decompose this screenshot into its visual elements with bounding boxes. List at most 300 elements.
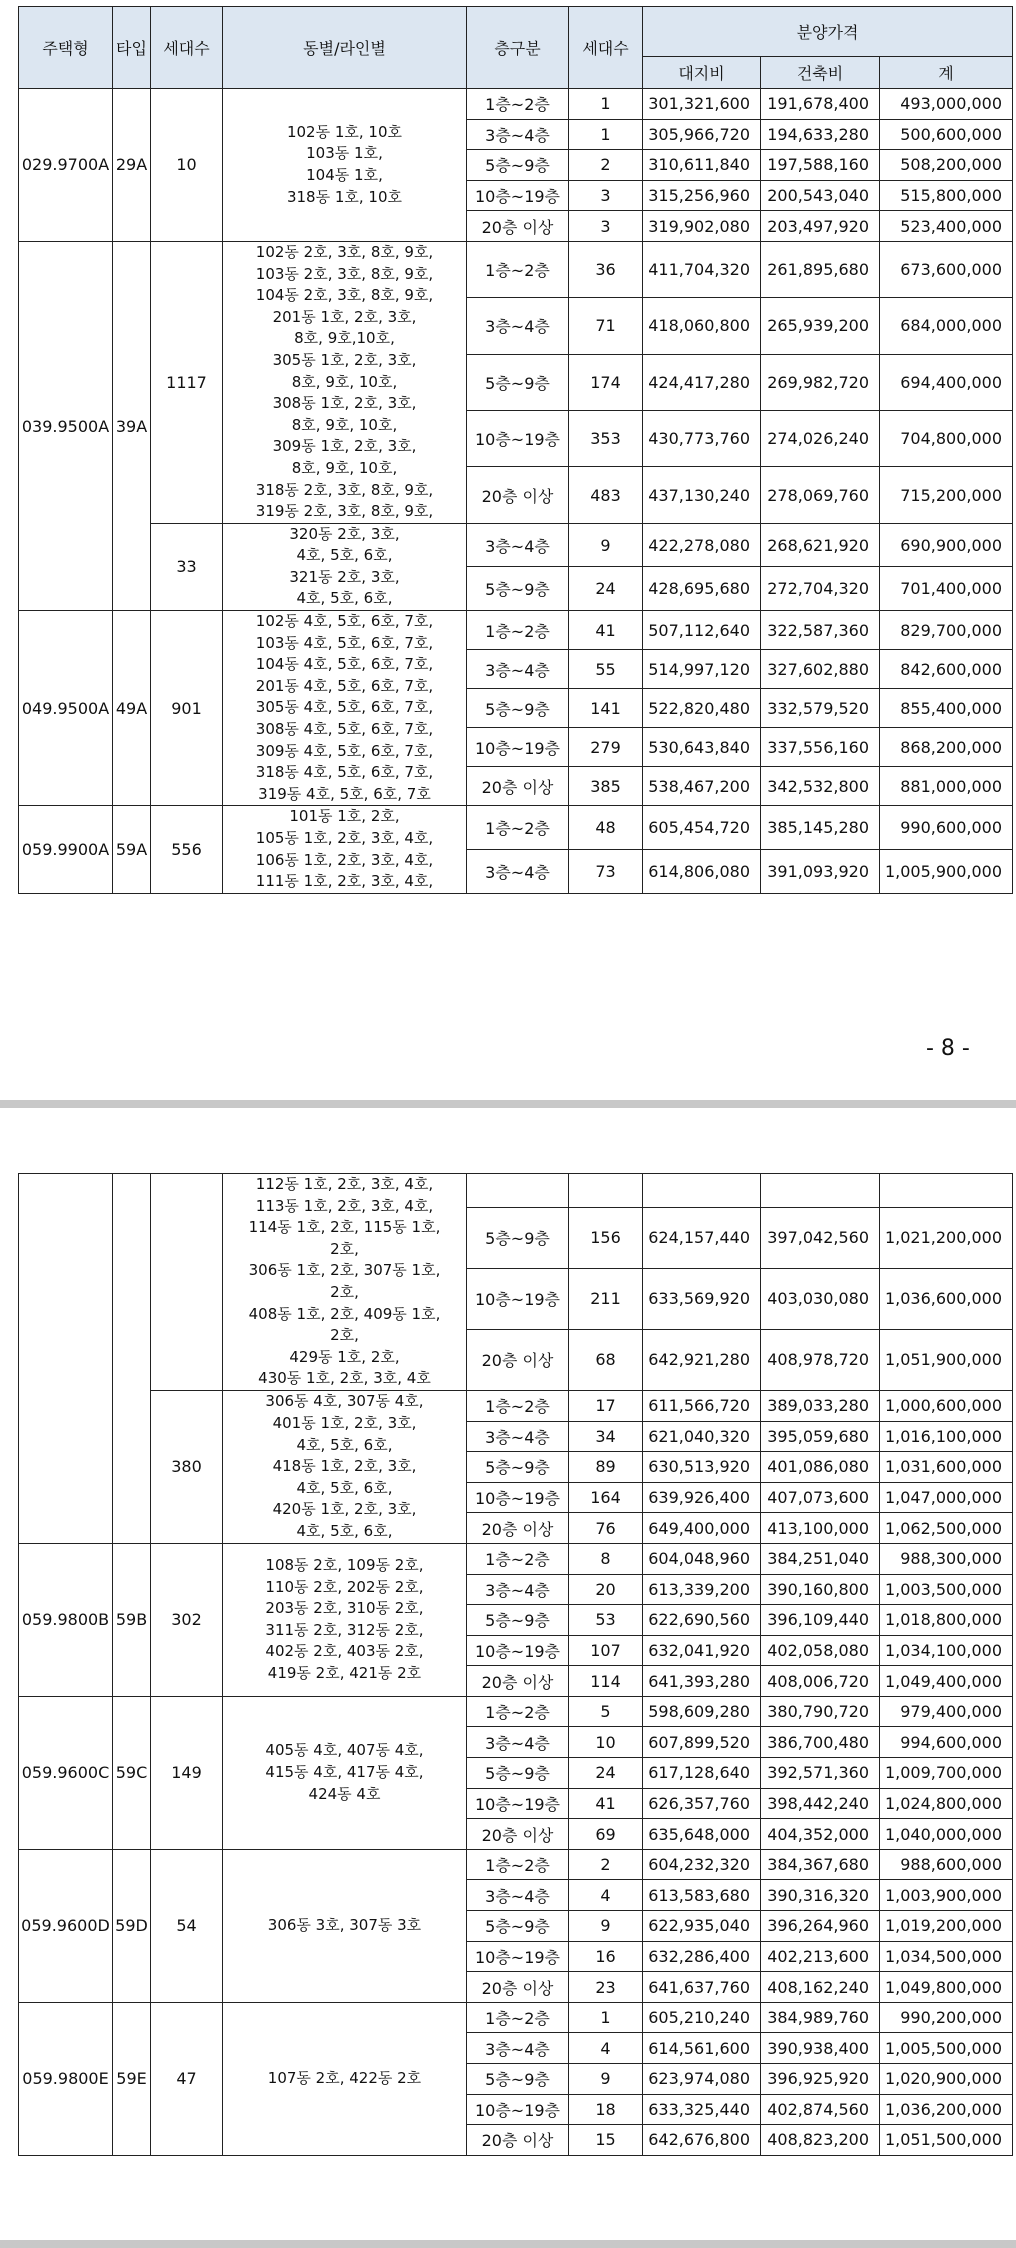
building-cost-cell: 402,213,600 <box>761 1941 880 1972</box>
total-price-cell: 684,000,000 <box>880 298 1013 354</box>
empty-cell <box>880 1174 1013 1208</box>
land-cost-cell: 633,325,440 <box>643 2094 761 2125</box>
units-cell: 1 <box>569 119 643 150</box>
building-line-text: 318동 1호, 10호 <box>286 187 403 206</box>
floor-group-cell: 3층~4층 <box>467 1421 569 1452</box>
header-land-cost: 대지비 <box>643 57 761 89</box>
land-cost-cell: 538,467,200 <box>643 767 761 806</box>
building-line-text: 4호, 5호, 6호, <box>296 1521 393 1540</box>
building-line-text: 405동 4호, 407동 4호, <box>265 1741 424 1760</box>
building-line-text: 112동 1호, 2호, 3호, 4호, <box>255 1175 434 1193</box>
total-price-cell: 990,200,000 <box>880 2002 1013 2033</box>
units-cell: 385 <box>569 767 643 806</box>
building-line-text: 305동 1호, 2호, 3호, <box>272 350 417 369</box>
units-cell: 1 <box>569 2002 643 2033</box>
units-cell: 9 <box>569 1911 643 1942</box>
land-cost-cell: 430,773,760 <box>643 411 761 467</box>
floor-group-cell: 5층~9층 <box>467 1605 569 1636</box>
table-body <box>19 1174 1013 2156</box>
floor-group-cell: 20층 이상 <box>467 1329 569 1390</box>
units-cell: 5 <box>569 1696 643 1727</box>
units-cell: 10 <box>569 1727 643 1758</box>
housing-type-cell: 059.9600C <box>19 1696 113 1849</box>
units-cell: 68 <box>569 1329 643 1390</box>
building-line-list <box>223 1174 467 1391</box>
floor-group-cell: 5층~9층 <box>467 354 569 410</box>
total-price-cell: 1,003,900,000 <box>880 1880 1013 1911</box>
units-cell: 24 <box>569 567 643 611</box>
total-price-cell: 1,040,000,000 <box>880 1819 1013 1850</box>
building-cost-cell: 396,109,440 <box>761 1605 880 1636</box>
building-line-list <box>223 523 467 610</box>
building-cost-cell: 401,086,080 <box>761 1452 880 1483</box>
floor-group-cell: 3층~4층 <box>467 1880 569 1911</box>
land-cost-cell: 437,130,240 <box>643 467 761 523</box>
table-row <box>19 611 1013 650</box>
building-cost-cell: 396,264,960 <box>761 1911 880 1942</box>
building-line-text: 305동 4호, 5호, 6호, 7호, <box>255 698 434 717</box>
building-line-text: 418동 1호, 2호, 3호, <box>272 1457 417 1476</box>
total-price-cell: 829,700,000 <box>880 611 1013 650</box>
land-cost-cell: 622,690,560 <box>643 1605 761 1636</box>
total-price-cell: 1,009,700,000 <box>880 1758 1013 1789</box>
building-line-text: 319동 2호, 3호, 8호, 9호, <box>255 502 434 521</box>
housing-type-cell: 029.9700A <box>19 89 113 242</box>
building-line-text: 420동 1호, 2호, 3호, <box>272 1500 417 1519</box>
floor-group-cell: 20층 이상 <box>467 767 569 806</box>
price-table-page-8 <box>18 6 1013 894</box>
type-cell: 59A <box>113 806 151 893</box>
table-row <box>19 1696 1013 1727</box>
total-price-cell: 1,049,400,000 <box>880 1666 1013 1697</box>
total-price-cell: 1,036,600,000 <box>880 1268 1013 1329</box>
building-line-text: 321동 2호, 3호, <box>289 567 400 586</box>
units-cell: 483 <box>569 467 643 523</box>
building-cost-cell: 392,571,360 <box>761 1758 880 1789</box>
building-line-list <box>223 89 467 242</box>
building-line-list <box>223 2002 467 2155</box>
building-line-text: 104동 1호, <box>306 165 383 184</box>
units-cell: 23 <box>569 1972 643 2003</box>
floor-group-cell: 20층 이상 <box>467 1819 569 1850</box>
units-cell: 20 <box>569 1574 643 1605</box>
land-cost-cell: 626,357,760 <box>643 1788 761 1819</box>
land-cost-cell: 422,278,080 <box>643 523 761 567</box>
total-price-cell: 979,400,000 <box>880 1696 1013 1727</box>
total-price-cell: 673,600,000 <box>880 241 1013 297</box>
building-line-text: 102동 4호, 5호, 6호, 7호, <box>255 612 434 631</box>
units-cell: 15 <box>569 2125 643 2156</box>
total-price-cell: 1,062,500,000 <box>880 1513 1013 1544</box>
land-cost-cell: 605,210,240 <box>643 2002 761 2033</box>
land-cost-cell: 598,609,280 <box>643 1696 761 1727</box>
units-cell: 4 <box>569 2033 643 2064</box>
floor-group-cell: 10층~19층 <box>467 1635 569 1666</box>
land-cost-cell: 605,454,720 <box>643 806 761 850</box>
total-price-cell: 715,200,000 <box>880 467 1013 523</box>
building-line-text: 101동 1호, 2호, <box>289 807 400 826</box>
type-cell: 59C <box>113 1696 151 1849</box>
building-cost-cell: 395,059,680 <box>761 1421 880 1452</box>
housing-type-cell: 059.9600D <box>19 1849 113 2002</box>
land-cost-cell: 604,232,320 <box>643 1849 761 1880</box>
building-cost-cell: 398,442,240 <box>761 1788 880 1819</box>
building-line-text: 201동 4호, 5호, 6호, 7호, <box>255 676 434 695</box>
households-cell: 380 <box>151 1390 223 1543</box>
floor-group-cell: 10층~19층 <box>467 2094 569 2125</box>
units-cell: 4 <box>569 1880 643 1911</box>
type-cell <box>113 1174 151 1544</box>
building-cost-cell: 389,033,280 <box>761 1390 880 1421</box>
page-separator <box>0 2240 1016 2248</box>
building-cost-cell: 197,588,160 <box>761 150 880 181</box>
building-cost-cell: 269,982,720 <box>761 354 880 410</box>
units-cell: 76 <box>569 1513 643 1544</box>
page-number: - 8 - <box>926 1036 970 1061</box>
total-price-cell: 881,000,000 <box>880 767 1013 806</box>
households-cell: 10 <box>151 89 223 242</box>
floor-group-cell: 5층~9층 <box>467 150 569 181</box>
floor-group-cell: 3층~4층 <box>467 1574 569 1605</box>
building-cost-cell: 191,678,400 <box>761 89 880 120</box>
table-header <box>19 7 1013 89</box>
total-price-cell: 842,600,000 <box>880 650 1013 689</box>
building-line-text: 104동 4호, 5호, 6호, 7호, <box>255 655 434 674</box>
table-row <box>19 806 1013 850</box>
table-body <box>19 89 1013 894</box>
land-cost-cell: 624,157,440 <box>643 1207 761 1268</box>
housing-type-cell <box>19 1174 113 1544</box>
total-price-cell: 1,051,500,000 <box>880 2125 1013 2156</box>
units-cell: 17 <box>569 1390 643 1421</box>
land-cost-cell: 614,806,080 <box>643 850 761 894</box>
floor-group-cell: 3층~4층 <box>467 298 569 354</box>
header-building-line: 동별/라인별 <box>223 7 467 89</box>
floor-group-cell: 3층~4층 <box>467 2033 569 2064</box>
table-row <box>19 1543 1013 1574</box>
land-cost-cell: 614,561,600 <box>643 2033 761 2064</box>
units-cell: 41 <box>569 1788 643 1819</box>
building-cost-cell: 386,700,480 <box>761 1727 880 1758</box>
type-cell: 29A <box>113 89 151 242</box>
price-table-page-9 <box>18 1173 1013 2156</box>
land-cost-cell: 622,935,040 <box>643 1911 761 1942</box>
land-cost-cell: 522,820,480 <box>643 689 761 728</box>
floor-group-cell: 20층 이상 <box>467 1666 569 1697</box>
total-price-cell: 500,600,000 <box>880 119 1013 150</box>
table-row <box>19 1174 1013 1208</box>
floor-group-cell: 10층~19층 <box>467 411 569 467</box>
households-cell <box>151 1174 223 1391</box>
households-cell: 1117 <box>151 241 223 523</box>
total-price-cell: 994,600,000 <box>880 1727 1013 1758</box>
floor-group-cell: 10층~19층 <box>467 1482 569 1513</box>
land-cost-cell: 418,060,800 <box>643 298 761 354</box>
households-cell: 33 <box>151 523 223 610</box>
land-cost-cell: 319,902,080 <box>643 211 761 242</box>
header-floor-group: 층구분 <box>467 7 569 89</box>
units-cell: 1 <box>569 89 643 120</box>
housing-type-cell: 039.9500A <box>19 241 113 610</box>
units-cell: 9 <box>569 2064 643 2095</box>
header-households: 세대수 <box>151 7 223 89</box>
building-line-text: 201동 1호, 2호, 3호, <box>272 307 417 326</box>
building-line-text: 102동 1호, 10호 <box>286 122 403 141</box>
building-cost-cell: 390,316,320 <box>761 1880 880 1911</box>
land-cost-cell: 623,974,080 <box>643 2064 761 2095</box>
table-row <box>19 1849 1013 1880</box>
land-cost-cell: 428,695,680 <box>643 567 761 611</box>
building-line-list <box>223 611 467 806</box>
building-cost-cell: 408,823,200 <box>761 2125 880 2156</box>
land-cost-cell: 641,637,760 <box>643 1972 761 2003</box>
building-line-text: 106동 1호, 2호, 3호, 4호, <box>255 850 434 869</box>
land-cost-cell: 633,569,920 <box>643 1268 761 1329</box>
floor-group-cell: 3층~4층 <box>467 850 569 894</box>
building-line-text: 108동 2호, 109동 2호, <box>265 1556 424 1575</box>
building-line-text: 402동 2호, 403동 2호, <box>265 1642 424 1661</box>
building-line-text: 8호, 9호,10호, <box>294 329 395 348</box>
total-price-cell: 990,600,000 <box>880 806 1013 850</box>
land-cost-cell: 315,256,960 <box>643 180 761 211</box>
building-line-text: 4호, 5호, 6호, <box>296 1478 393 1497</box>
households-cell: 901 <box>151 611 223 806</box>
housing-type-cell: 059.9900A <box>19 806 113 893</box>
total-price-cell: 1,031,600,000 <box>880 1452 1013 1483</box>
type-cell: 59B <box>113 1543 151 1696</box>
header-type: 타입 <box>113 7 151 89</box>
building-cost-cell: 265,939,200 <box>761 298 880 354</box>
floor-group-cell: 1층~2층 <box>467 611 569 650</box>
building-line-text: 319동 4호, 5호, 6호, 7호 <box>258 784 431 803</box>
floor-group-cell: 3층~4층 <box>467 1727 569 1758</box>
housing-type-cell: 049.9500A <box>19 611 113 806</box>
building-line-list <box>223 1390 467 1543</box>
total-price-cell: 1,036,200,000 <box>880 2094 1013 2125</box>
land-cost-cell: 642,676,800 <box>643 2125 761 2156</box>
land-cost-cell: 613,339,200 <box>643 1574 761 1605</box>
type-cell: 59D <box>113 1849 151 2002</box>
building-line-text: 306동 4호, 307동 4호, <box>265 1392 424 1411</box>
empty-cell <box>643 1174 761 1208</box>
units-cell: 53 <box>569 1605 643 1636</box>
units-cell: 89 <box>569 1452 643 1483</box>
building-cost-cell: 278,069,760 <box>761 467 880 523</box>
building-cost-cell: 274,026,240 <box>761 411 880 467</box>
households-cell: 54 <box>151 1849 223 2002</box>
households-cell: 556 <box>151 806 223 893</box>
building-line-text: 306동 3호, 307동 3호 <box>267 1916 422 1935</box>
land-cost-cell: 411,704,320 <box>643 241 761 297</box>
building-line-text: 4호, 5호, 6호, <box>296 546 393 565</box>
floor-group-cell: 5층~9층 <box>467 1452 569 1483</box>
total-price-cell: 1,034,500,000 <box>880 1941 1013 1972</box>
building-line-text: 104동 2호, 3호, 8호, 9호, <box>255 286 434 305</box>
floor-group-cell: 1층~2층 <box>467 2002 569 2033</box>
building-cost-cell: 337,556,160 <box>761 728 880 767</box>
building-cost-cell: 413,100,000 <box>761 1513 880 1544</box>
building-line-text: 309동 4호, 5호, 6호, 7호, <box>255 741 434 760</box>
units-cell: 2 <box>569 1849 643 1880</box>
floor-group-cell: 10층~19층 <box>467 1788 569 1819</box>
type-cell: 59E <box>113 2002 151 2155</box>
floor-group-cell: 5층~9층 <box>467 1207 569 1268</box>
building-line-list <box>223 1696 467 1849</box>
building-line-text: 8호, 9호, 10호, <box>291 415 398 434</box>
land-cost-cell: 530,643,840 <box>643 728 761 767</box>
units-cell: 48 <box>569 806 643 850</box>
building-cost-cell: 404,352,000 <box>761 1819 880 1850</box>
floor-group-cell: 20층 이상 <box>467 1972 569 2003</box>
total-price-cell: 1,034,100,000 <box>880 1635 1013 1666</box>
building-cost-cell: 194,633,280 <box>761 119 880 150</box>
building-cost-cell: 390,160,800 <box>761 1574 880 1605</box>
land-cost-cell: 305,966,720 <box>643 119 761 150</box>
units-cell: 18 <box>569 2094 643 2125</box>
total-price-cell: 1,005,500,000 <box>880 2033 1013 2064</box>
building-line-text: 408동 1호, 2호, 409동 1호, <box>248 1304 441 1323</box>
building-line-list <box>223 1849 467 2002</box>
land-cost-cell: 310,611,840 <box>643 150 761 181</box>
building-cost-cell: 203,497,920 <box>761 211 880 242</box>
land-cost-cell: 611,566,720 <box>643 1390 761 1421</box>
building-line-text: 105동 1호, 2호, 3호, 4호, <box>255 829 434 847</box>
land-cost-cell: 630,513,920 <box>643 1452 761 1483</box>
land-cost-cell: 507,112,640 <box>643 611 761 650</box>
land-cost-cell: 632,286,400 <box>643 1941 761 1972</box>
units-cell: 174 <box>569 354 643 410</box>
total-price-cell: 1,024,800,000 <box>880 1788 1013 1819</box>
building-line-text: 103동 2호, 3호, 8호, 9호, <box>255 264 434 283</box>
floor-group-cell: 20층 이상 <box>467 467 569 523</box>
floor-group-cell: 10층~19층 <box>467 728 569 767</box>
building-line-text: 8호, 9호, 10호, <box>291 372 398 391</box>
building-line-text: 4호, 5호, 6호, <box>296 1435 393 1454</box>
building-cost-cell: 200,543,040 <box>761 180 880 211</box>
floor-group-cell: 1층~2층 <box>467 806 569 850</box>
building-line-text: 2호, <box>330 1239 359 1258</box>
land-cost-cell: 301,321,600 <box>643 89 761 120</box>
land-cost-cell: 641,393,280 <box>643 1666 761 1697</box>
building-line-text: 419동 2호, 421동 2호 <box>267 1664 422 1683</box>
building-cost-cell: 322,587,360 <box>761 611 880 650</box>
building-line-text: 114동 1호, 2호, 115동 1호, <box>248 1218 441 1237</box>
building-line-text: 2호, <box>330 1326 359 1345</box>
units-cell: 353 <box>569 411 643 467</box>
building-cost-cell: 396,925,920 <box>761 2064 880 2095</box>
building-line-text: 103동 4호, 5호, 6호, 7호, <box>255 633 434 652</box>
header-sale-price: 분양가격 <box>643 7 1013 57</box>
total-price-cell: 988,600,000 <box>880 1849 1013 1880</box>
units-cell: 36 <box>569 241 643 297</box>
building-line-text: 308동 4호, 5호, 6호, 7호, <box>255 720 434 739</box>
floor-group-cell: 10층~19층 <box>467 1941 569 1972</box>
units-cell: 69 <box>569 1819 643 1850</box>
units-cell: 156 <box>569 1207 643 1268</box>
building-cost-cell: 261,895,680 <box>761 241 880 297</box>
total-price-cell: 1,000,600,000 <box>880 1390 1013 1421</box>
total-price-cell: 515,800,000 <box>880 180 1013 211</box>
total-price-cell: 523,400,000 <box>880 211 1013 242</box>
floor-group-cell: 20층 이상 <box>467 1513 569 1544</box>
building-line-text: 424동 4호 <box>308 1784 381 1803</box>
units-cell: 16 <box>569 1941 643 1972</box>
header-housing-type: 주택형 <box>19 7 113 89</box>
floor-group-cell: 10층~19층 <box>467 1268 569 1329</box>
building-line-text: 203동 2호, 310동 2호, <box>265 1599 424 1618</box>
building-line-text: 415동 4호, 417동 4호, <box>265 1763 424 1782</box>
units-cell: 9 <box>569 523 643 567</box>
floor-group-cell: 3층~4층 <box>467 650 569 689</box>
housing-type-cell: 059.9800B <box>19 1543 113 1696</box>
total-price-cell: 1,021,200,000 <box>880 1207 1013 1268</box>
building-line-text: 111동 1호, 2호, 3호, 4호, <box>255 872 434 891</box>
building-cost-cell: 332,579,520 <box>761 689 880 728</box>
floor-group-cell: 1층~2층 <box>467 89 569 120</box>
units-cell: 164 <box>569 1482 643 1513</box>
floor-group-cell: 1층~2층 <box>467 241 569 297</box>
building-cost-cell: 342,532,800 <box>761 767 880 806</box>
building-line-text: 8호, 9호, 10호, <box>291 458 398 477</box>
total-price-cell: 1,049,800,000 <box>880 1972 1013 2003</box>
building-line-list <box>223 806 467 893</box>
building-cost-cell: 402,874,560 <box>761 2094 880 2125</box>
building-line-text: 429동 1호, 2호, <box>289 1347 400 1366</box>
land-cost-cell: 424,417,280 <box>643 354 761 410</box>
land-cost-cell: 639,926,400 <box>643 1482 761 1513</box>
units-cell: 114 <box>569 1666 643 1697</box>
households-cell: 149 <box>151 1696 223 1849</box>
building-line-text: 430동 1호, 2호, 3호, 4호 <box>258 1369 431 1388</box>
land-cost-cell: 649,400,000 <box>643 1513 761 1544</box>
total-price-cell: 855,400,000 <box>880 689 1013 728</box>
units-cell: 41 <box>569 611 643 650</box>
total-price-cell: 694,400,000 <box>880 354 1013 410</box>
building-cost-cell: 384,367,680 <box>761 1849 880 1880</box>
building-cost-cell: 402,058,080 <box>761 1635 880 1666</box>
floor-group-cell: 5층~9층 <box>467 567 569 611</box>
housing-type-cell: 059.9800E <box>19 2002 113 2155</box>
building-cost-cell: 397,042,560 <box>761 1207 880 1268</box>
building-cost-cell: 384,989,760 <box>761 2002 880 2033</box>
land-cost-cell: 621,040,320 <box>643 1421 761 1452</box>
building-cost-cell: 408,006,720 <box>761 1666 880 1697</box>
total-price-cell: 1,019,200,000 <box>880 1911 1013 1942</box>
households-cell: 47 <box>151 2002 223 2155</box>
units-cell: 55 <box>569 650 643 689</box>
units-cell: 3 <box>569 211 643 242</box>
units-cell: 2 <box>569 150 643 181</box>
units-cell: 279 <box>569 728 643 767</box>
total-price-cell: 1,020,900,000 <box>880 2064 1013 2095</box>
land-cost-cell: 604,048,960 <box>643 1543 761 1574</box>
building-cost-cell: 403,030,080 <box>761 1268 880 1329</box>
building-line-text: 110동 2호, 202동 2호, <box>265 1577 424 1596</box>
floor-group-cell: 1층~2층 <box>467 1849 569 1880</box>
land-cost-cell: 632,041,920 <box>643 1635 761 1666</box>
floor-group-cell: 3층~4층 <box>467 523 569 567</box>
units-cell: 3 <box>569 180 643 211</box>
empty-cell <box>467 1174 569 1208</box>
total-price-cell: 1,051,900,000 <box>880 1329 1013 1390</box>
land-cost-cell: 642,921,280 <box>643 1329 761 1390</box>
building-cost-cell: 327,602,880 <box>761 650 880 689</box>
building-line-text: 102동 2호, 3호, 8호, 9호, <box>255 242 434 261</box>
table-row <box>19 1390 1013 1421</box>
total-price-cell: 690,900,000 <box>880 523 1013 567</box>
building-line-text: 311동 2호, 312동 2호, <box>265 1620 424 1639</box>
building-line-list <box>223 1543 467 1696</box>
